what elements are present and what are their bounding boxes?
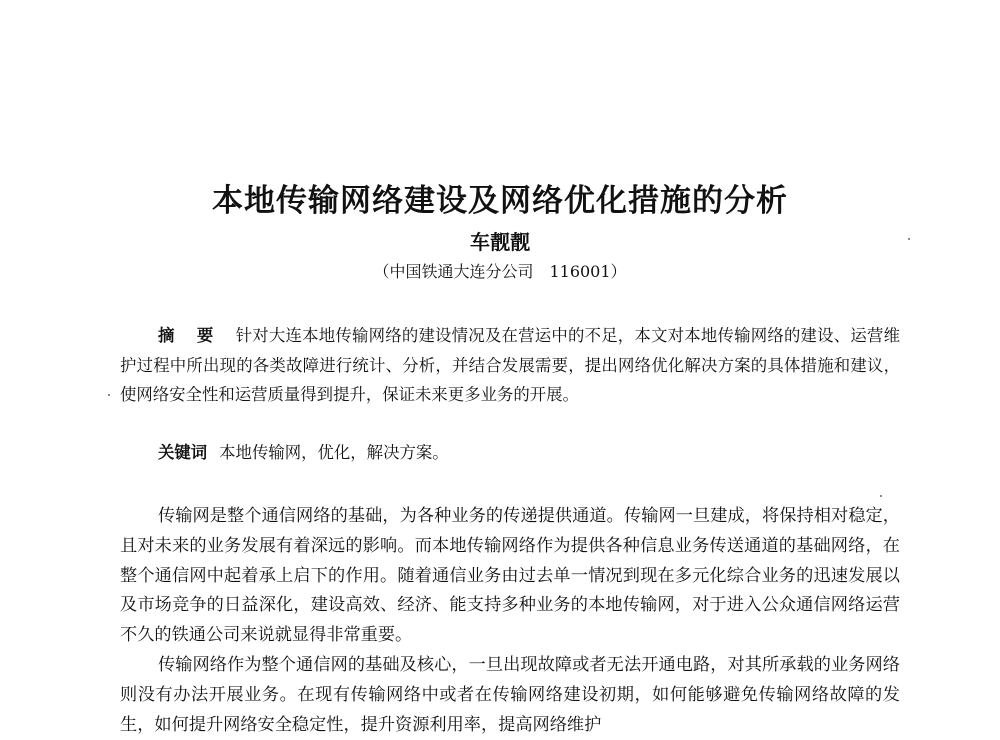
abstract-label-1: 摘 <box>158 326 175 345</box>
paper-title: 本地传输网络建设及网络优化措施的分析 <box>212 183 788 219</box>
scan-speck <box>108 394 110 396</box>
scan-speck <box>908 238 910 240</box>
body-paragraph-1: 传输网是整个通信网络的基础，为各种业务的传递提供通道。传输网一旦建成，将保持相对稳定，且对未来的业务发展有着深远的影响。而本地传输网络作为提供各种信息业务传送通道的基础网络，在整个通信网中起着承上启下的作用。随着通信业务由过去单一情况到现在多元化综合业务的迅速发展以及市场竞争的日益深化，建设高效、经济、能支持多种业务的本地传输网，对于进入公众通信网络运营不久的铁通公司来说就显得非常重要。 <box>120 506 900 646</box>
abstract-block <box>120 321 900 410</box>
body-paragraph-2: 传输网络作为整个通信网的基础及核心，一旦出现故障或者无法开通电路，对其所承载的业务网络则没有办法开展业务。在现有传输网络中或者在传输网络建设初期，如何能够避免传输网络故障的发生，如何提升网络安全稳定性，提升资源利用率，提高网络维护 <box>120 654 900 735</box>
scan-speck <box>880 495 882 497</box>
abstract-text: 针对大连本地传输网络的建设情况及在营运中的不足，本文对本地传输网络的建设、运营维护过程中所出现的各类故障进行统计、分析，并结合发展需要，提出网络优化解决方案的具体措施和建议，使网络安全性和运营质量得到提升，保证未来更多业务的开展。 <box>120 326 901 404</box>
author-affiliation: （中国铁通大连分公司 116001） <box>373 262 627 281</box>
abstract-label-2: 要 <box>196 326 214 345</box>
author-name: 车靓靓 <box>470 230 530 254</box>
keywords-label: 关键词 <box>158 443 208 462</box>
keywords-text: 本地传输网，优化，解决方案。 <box>219 443 449 462</box>
body-text <box>120 502 900 740</box>
keywords-block <box>120 438 900 467</box>
